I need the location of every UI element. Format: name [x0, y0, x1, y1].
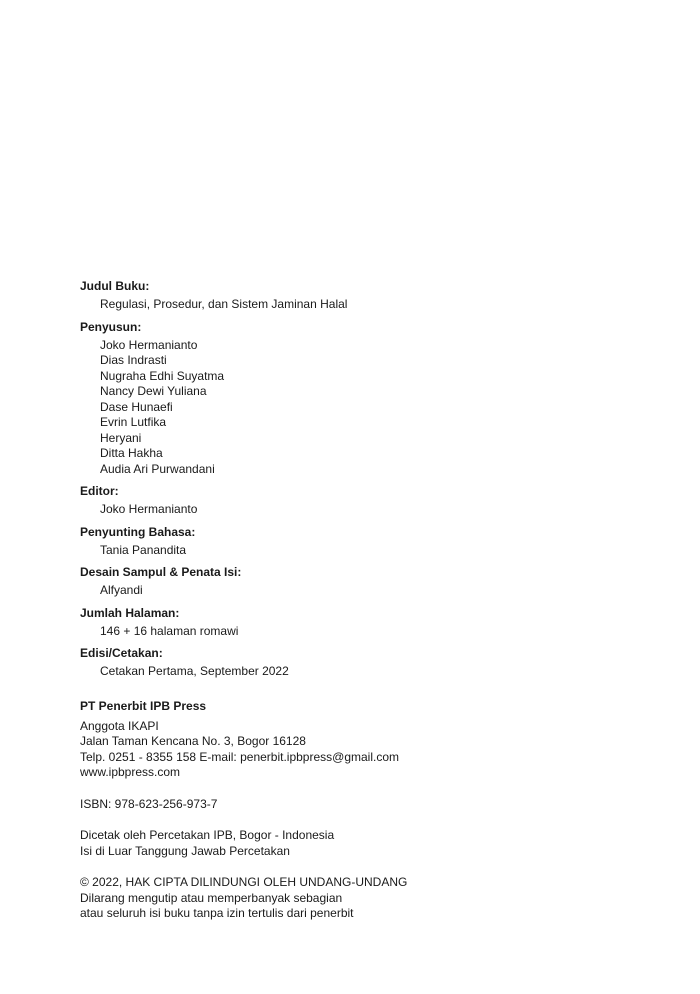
colophon-details [80, 278, 640, 680]
publisher-info [80, 699, 640, 922]
copyright-note: atau seluruh isi buku tanpa izin tertulis dari penerbit [80, 906, 354, 920]
author-name: Ditta Hakha [100, 446, 163, 460]
authors-label: Penyusun: [80, 319, 142, 334]
edition-value: Cetakan Pertama, September 2022 [100, 664, 289, 678]
language-editor-value: Tania Panandita [100, 542, 187, 557]
isbn: ISBN: 978-623-256-973-7 [80, 796, 218, 811]
design-value: Alfyandi [100, 583, 143, 597]
language-editor-label: Penyunting Bahasa: [80, 524, 196, 539]
author-name: Heryani [100, 430, 142, 445]
printed-by: Dicetak oleh Percetakan IPB, Bogor - Indonesia [80, 828, 335, 842]
author-name: Nugraha Edhi Suyatma [100, 368, 225, 383]
author-name: Dase Hunaefi [100, 399, 173, 414]
publisher-address: Jalan Taman Kencana No. 3, Bogor 16128 [80, 734, 306, 748]
publisher-name: PT Penerbit IPB Press [80, 699, 207, 713]
publisher-website: www.ipbpress.com [80, 765, 181, 779]
spacer [80, 812, 640, 828]
spacer [80, 781, 640, 797]
authors-list [80, 338, 640, 478]
spacer [80, 859, 640, 875]
design-label: Desain Sampul & Penata Isi: [80, 565, 242, 579]
edition-label: Edisi/Cetakan: [80, 646, 163, 660]
copyright-note: Dilarang mengutip atau memperbanyak sebagian [80, 890, 343, 905]
author-name: Audia Ari Purwandani [100, 461, 215, 476]
author-name: Joko Hermanianto [100, 337, 198, 352]
author-name: Evrin Lutfika [100, 415, 167, 429]
copyright-line: © 2022, HAK CIPTA DILINDUNGI OLEH UNDANG-UNDANG [80, 875, 408, 889]
title-value: Regulasi, Prosedur, dan Sistem Jaminan Halal [100, 297, 348, 311]
editor-value: Joko Hermanianto [100, 502, 198, 516]
pages-label: Jumlah Halaman: [80, 605, 180, 620]
title-label: Judul Buku: [80, 279, 150, 293]
pages-value: 146 + 16 halaman romawi [100, 623, 239, 638]
publisher-contact: Telp. 0251 - 8355 158 E-mail: penerbit.ipbpress@gmail.com [80, 749, 400, 764]
author-name: Dias Indrasti [100, 353, 167, 367]
printing-disclaimer: Isi di Luar Tanggung Jawab Percetakan [80, 843, 290, 858]
publisher-membership: Anggota IKAPI [80, 718, 159, 733]
author-name: Nancy Dewi Yuliana [100, 384, 207, 398]
editor-label: Editor: [80, 484, 119, 498]
